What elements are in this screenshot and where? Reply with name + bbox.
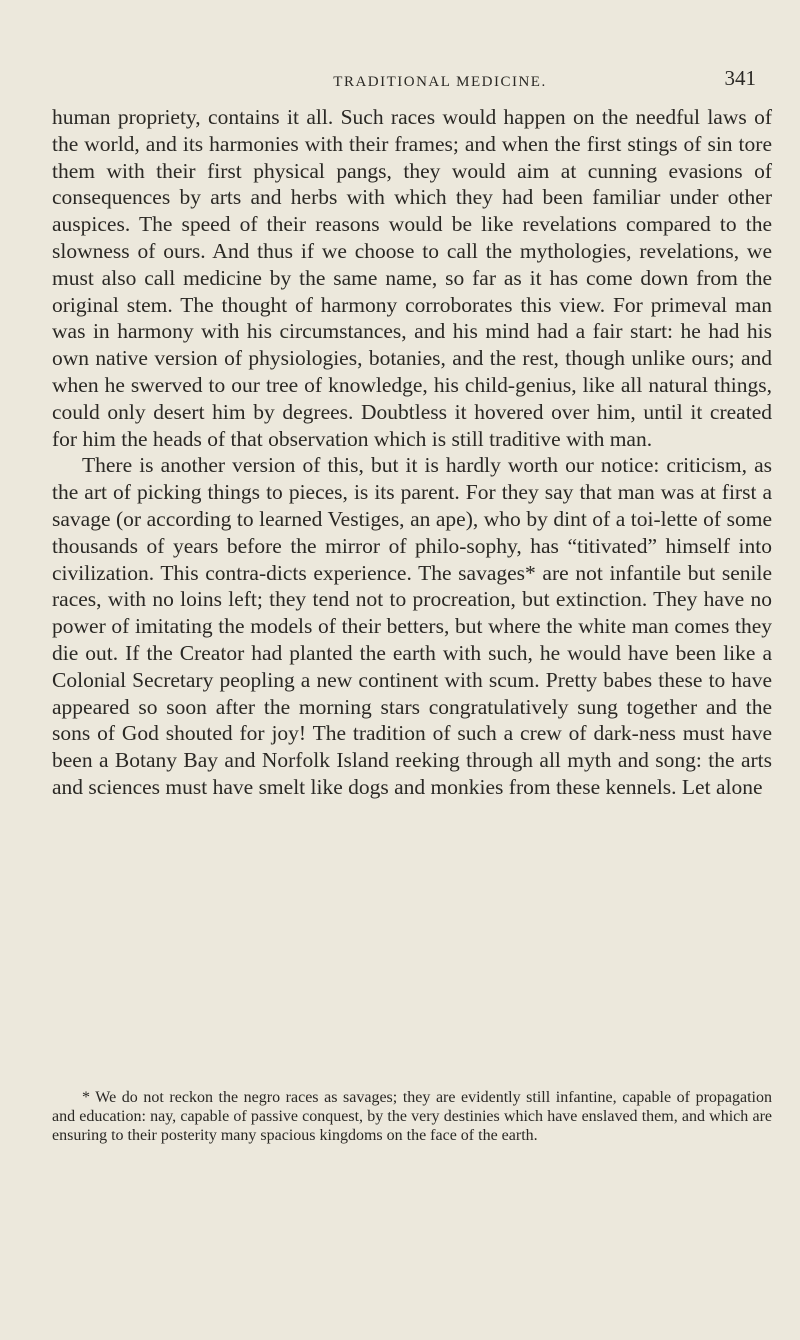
- page-number: 341: [724, 66, 756, 90]
- running-head: TRADITIONAL MEDICINE.: [333, 74, 547, 90]
- footnote: * We do not reckon the negro races as savages; they are evidently still infantine, capable of propagation and education: nay, capable of passive conquest, by the very destinies which have enslaved them, and which are ensuring to their posterity many spacious kingdoms on the face of the earth.: [52, 1089, 772, 1144]
- paragraph-2: There is another version of this, but it is hardly worth our notice: criticism, as the art of picking things to pieces, is its parent. For they say that man was at first a savage (or according to learned Vestiges, an ape), who by dint of a toi-lette of some thousands of years before the mirror of philo-sophy, has “titivated” himself into civilization. This contra-dicts experience. The savages* are not infantile but senile races, with no loins left; they tend not to procreation, but extinction. They have no power of imitating the models of their betters, but where the white man comes they die out. If the Creator had planted the earth with such, he would have been like a Colonial Secretary peopling a new continent with scum. Pretty babes these to have appeared so soon after the morning stars congratulatively sung together and the sons of God shouted for joy! The tradition of such a crew of dark-ness must have been a Botany Bay and Norfolk Island reeking through all myth and song: the arts and sciences must have smelt like dogs and monkies from these kennels. Let alone: [52, 453, 772, 799]
- body-text: [52, 104, 772, 801]
- paragraph-1: human propriety, contains it all. Such races would happen on the needful laws of the world, and its harmonies with their frames; and when the first stings of sin tore them with their first physical pangs, they would aim at cunning evasions of consequences by arts and herbs with which they had been familiar under other auspices. The speed of their reasons would be like revelations compared to the slowness of ours. And thus if we choose to call the mythologies, revelations, we must also call medicine by the same name, so far as it has come down from the original stem. The thought of harmony corroborates this view. For primeval man was in harmony with his circumstances, and his mind had a fair start: he had his own native version of physiologies, botanies, and the rest, though unlike ours; and when he swerved to our tree of knowledge, his child-genius, like all natural things, could only desert him by degrees. Doubtless it hovered over him, until it created for him the heads of that observation which is still traditive with man.: [52, 105, 772, 451]
